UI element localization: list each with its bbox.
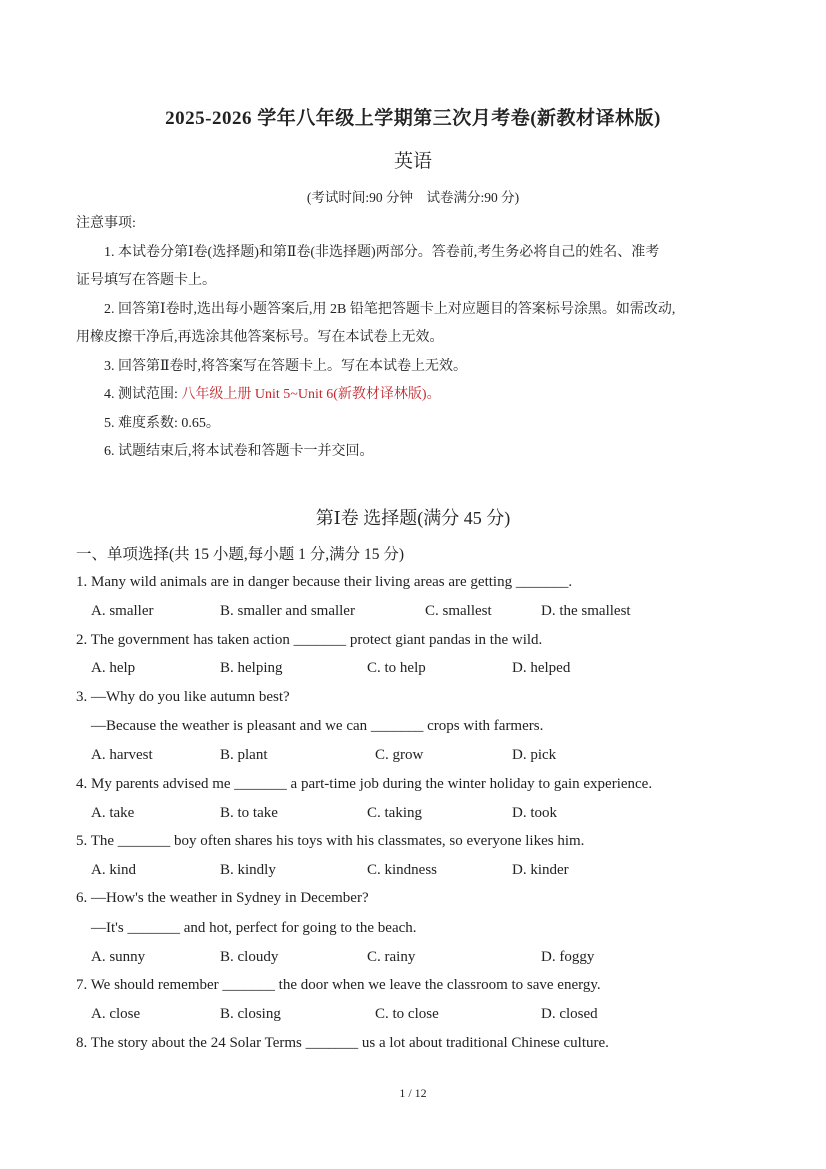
- subject-title: 英语: [393, 151, 432, 172]
- question-stem-line-2: —It's _______ and hot, perfect for going to the beach.: [91, 920, 417, 936]
- option-d: D. pick: [512, 747, 557, 763]
- option-c: C. to close: [375, 1006, 439, 1022]
- option-b: B. plant: [220, 747, 268, 763]
- question-stem: 8. The story about the 24 Solar Terms _______ us a lot about traditional Chinese culture.: [76, 1035, 609, 1051]
- question-stem: 3. —Why do you like autumn best?: [76, 689, 290, 705]
- option-c: C. grow: [375, 747, 424, 763]
- option-c: C. smallest: [425, 603, 492, 619]
- option-a: A. take: [91, 805, 135, 821]
- notice-item-4: [104, 383, 441, 403]
- option-a: A. close: [91, 1006, 141, 1022]
- notice-item-2-line-2: 用橡皮擦干净后,再选涂其他答案标号。写在本试卷上无效。: [76, 330, 444, 345]
- option-a: A. harvest: [91, 747, 153, 763]
- option-b: B. helping: [220, 660, 283, 676]
- exam-meta: (考试时间:90 分钟 试卷满分:90 分): [306, 190, 520, 205]
- question-stem: 4. My parents advised me _______ a part-time job during the winter holiday to gain experience.: [76, 776, 653, 792]
- option-b: B. cloudy: [220, 949, 279, 965]
- option-d: D. helped: [512, 660, 571, 676]
- option-c: C. to help: [367, 660, 426, 676]
- notice-heading: 注意事项:: [76, 216, 136, 231]
- question-stem: 2. The government has taken action _______ protect giant pandas in the wild.: [76, 632, 543, 648]
- notice-item-4-prefix: 4. 测试范围:: [104, 387, 182, 402]
- option-d: D. the smallest: [541, 603, 631, 619]
- question-stem: 6. —How's the weather in Sydney in December?: [76, 890, 369, 906]
- option-d: D. closed: [541, 1006, 598, 1022]
- notice-item-1-line-1: 1. 本试卷分第Ⅰ卷(选择题)和第Ⅱ卷(非选择题)两部分。答卷前,考生务必将自己的姓名、准考: [104, 245, 660, 260]
- option-c: C. rainy: [367, 949, 416, 965]
- option-d: D. kinder: [512, 862, 569, 878]
- option-c: C. kindness: [367, 862, 438, 878]
- option-b: B. kindly: [220, 862, 276, 878]
- option-d: D. took: [512, 805, 557, 821]
- option-b: B. smaller and smaller: [220, 603, 355, 619]
- option-a: A. help: [91, 660, 136, 676]
- notice-item-2-line-1: 2. 回答第Ⅰ卷时,选出每小题答案后,用 2B 铅笔把答题卡上对应题目的答案标号涂黑。如需改动,: [104, 302, 676, 317]
- option-b: B. closing: [220, 1006, 281, 1022]
- option-b: B. to take: [220, 805, 278, 821]
- part-title: 一、单项选择(共 15 小题,每小题 1 分,满分 15 分): [76, 546, 405, 563]
- page-number: 1 / 12: [399, 1086, 427, 1100]
- option-a: A. sunny: [91, 949, 146, 965]
- notice-item-1-line-2: 证号填写在答题卡上。: [76, 273, 216, 288]
- section-title: 第Ⅰ卷 选择题(满分 45 分): [315, 508, 511, 528]
- notice-item-5: 5. 难度系数: 0.65。: [104, 416, 220, 431]
- exam-title: 2025-2026 学年八年级上学期第三次月考卷(新教材译林版): [165, 108, 661, 129]
- option-a: A. smaller: [91, 603, 154, 619]
- question-stem: 5. The _______ boy often shares his toys with his classmates, so everyone likes him.: [76, 833, 585, 849]
- option-d: D. foggy: [541, 949, 595, 965]
- question-stem: 7. We should remember _______ the door when we leave the classroom to save energy.: [76, 977, 601, 993]
- test-scope: 八年级上册 Unit 5~Unit 6(新教材译林版)。: [181, 387, 441, 402]
- notice-item-3: 3. 回答第Ⅱ卷时,将答案写在答题卡上。写在本试卷上无效。: [104, 359, 468, 374]
- question-stem-line-2: —Because the weather is pleasant and we can _______ crops with farmers.: [91, 718, 544, 734]
- question-stem: 1. Many wild animals are in danger because their living areas are getting _______.: [76, 574, 573, 590]
- notice-item-6: 6. 试题结束后,将本试卷和答题卡一并交回。: [104, 444, 374, 459]
- option-a: A. kind: [91, 862, 136, 878]
- option-c: C. taking: [367, 805, 422, 821]
